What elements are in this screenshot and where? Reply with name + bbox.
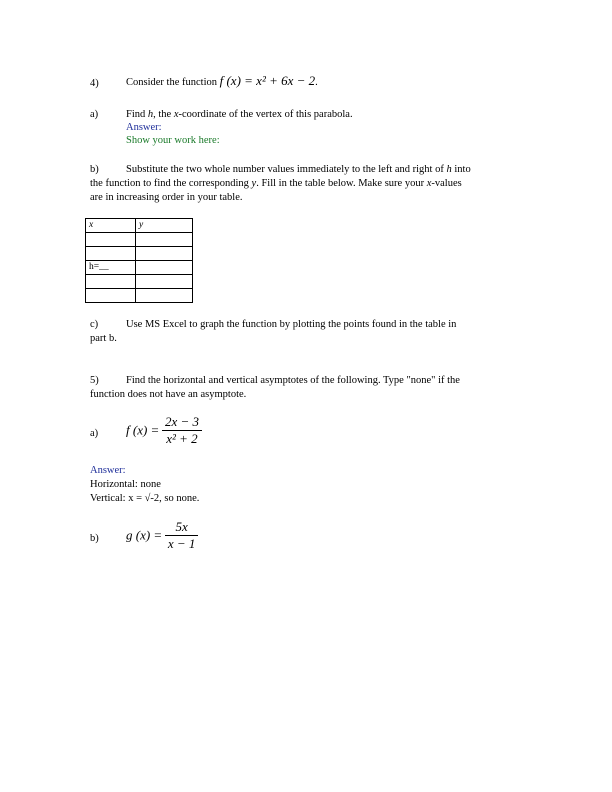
table-cell[interactable] (86, 247, 136, 261)
q4a-text-mid: , the (153, 109, 174, 120)
q5-line2: function does not have an asymptote. (90, 389, 247, 400)
table-cell-h[interactable]: h=__ (86, 261, 136, 275)
q5a-fraction (162, 414, 202, 447)
table-cell[interactable] (136, 275, 193, 289)
q5b-formula (126, 519, 198, 552)
q5b-label: b) (90, 533, 99, 544)
q4a-question (126, 108, 353, 121)
q5a-lhs: f (x) = (126, 422, 160, 438)
q4a-h-var: h (147, 109, 154, 120)
table-cell[interactable] (136, 289, 193, 303)
q4-function: f (x) = x² + 6x − 2 (219, 73, 316, 88)
xy-table (85, 218, 193, 303)
q4b-line2-y: y (251, 178, 257, 189)
q4b-line2-pre: the function to find the corresponding (90, 178, 252, 189)
q5b-denominator: x − 1 (167, 536, 196, 551)
q4a-text-pre: Find (126, 109, 148, 120)
q5a-horizontal: Horizontal: none (90, 479, 161, 490)
q5a-label: a) (90, 428, 99, 439)
q4-number: 4) (90, 78, 99, 89)
table-row (86, 247, 193, 261)
q4-intro (126, 74, 318, 89)
q5b-numerator: 5x (165, 519, 199, 536)
q4b-line2 (90, 177, 462, 190)
q4b-line1 (126, 163, 471, 176)
q4-period: . (315, 77, 318, 88)
q4b-line2-post: . Fill in the table below. Make sure your (256, 178, 427, 189)
table-cell[interactable] (86, 275, 136, 289)
q4a-label: a) (90, 109, 99, 120)
table-cell[interactable] (86, 233, 136, 247)
table-cell[interactable] (136, 261, 193, 275)
q4-intro-text: Consider the function (126, 77, 217, 88)
q4b-label: b) (90, 164, 99, 175)
q5a-denominator: x² + 2 (166, 431, 198, 446)
q4b-line1-post: into (451, 164, 471, 175)
q4c-line1: Use MS Excel to graph the function by plotting the points found in the table in (126, 319, 457, 330)
q4b-line1-pre: Substitute the two whole number values immediately to the left and right of (126, 164, 447, 175)
q4a-answer-label: Answer: (126, 122, 162, 133)
q4c-label: c) (90, 319, 99, 330)
q5b-fraction (165, 519, 199, 552)
q4b-line2-x: x (426, 178, 432, 189)
table-row (86, 233, 193, 247)
table-header-y: y (136, 219, 193, 233)
q5b-lhs: g (x) = (126, 527, 163, 543)
q5a-answer-label: Answer: (90, 465, 126, 476)
q4a-work-label: Show your work here: (126, 135, 220, 146)
q4a-text-post: -coordinate of the vertex of this parabola. (178, 109, 353, 120)
table-row (86, 289, 193, 303)
table-cell[interactable] (86, 289, 136, 303)
table-row (86, 261, 193, 275)
table-cell[interactable] (136, 233, 193, 247)
table-cell[interactable] (136, 247, 193, 261)
q4b-line2-end: -values (431, 178, 462, 189)
table-header-row (86, 219, 193, 233)
q5a-formula (126, 414, 202, 447)
q5-number: 5) (90, 375, 99, 386)
q4c-line2: part b. (90, 333, 117, 344)
table-row (86, 275, 193, 289)
q4b-line3: are in increasing order in your table. (90, 192, 243, 203)
q5-line1: Find the horizontal and vertical asymptotes of the following. Type "none" if the (126, 375, 460, 386)
q4a-x-var: x (173, 109, 179, 120)
q4b-line1-h: h (446, 164, 452, 175)
q5a-vertical: Vertical: x = √-2, so none. (90, 493, 200, 504)
table-header-x: x (86, 219, 136, 233)
q5a-numerator: 2x − 3 (162, 414, 202, 431)
